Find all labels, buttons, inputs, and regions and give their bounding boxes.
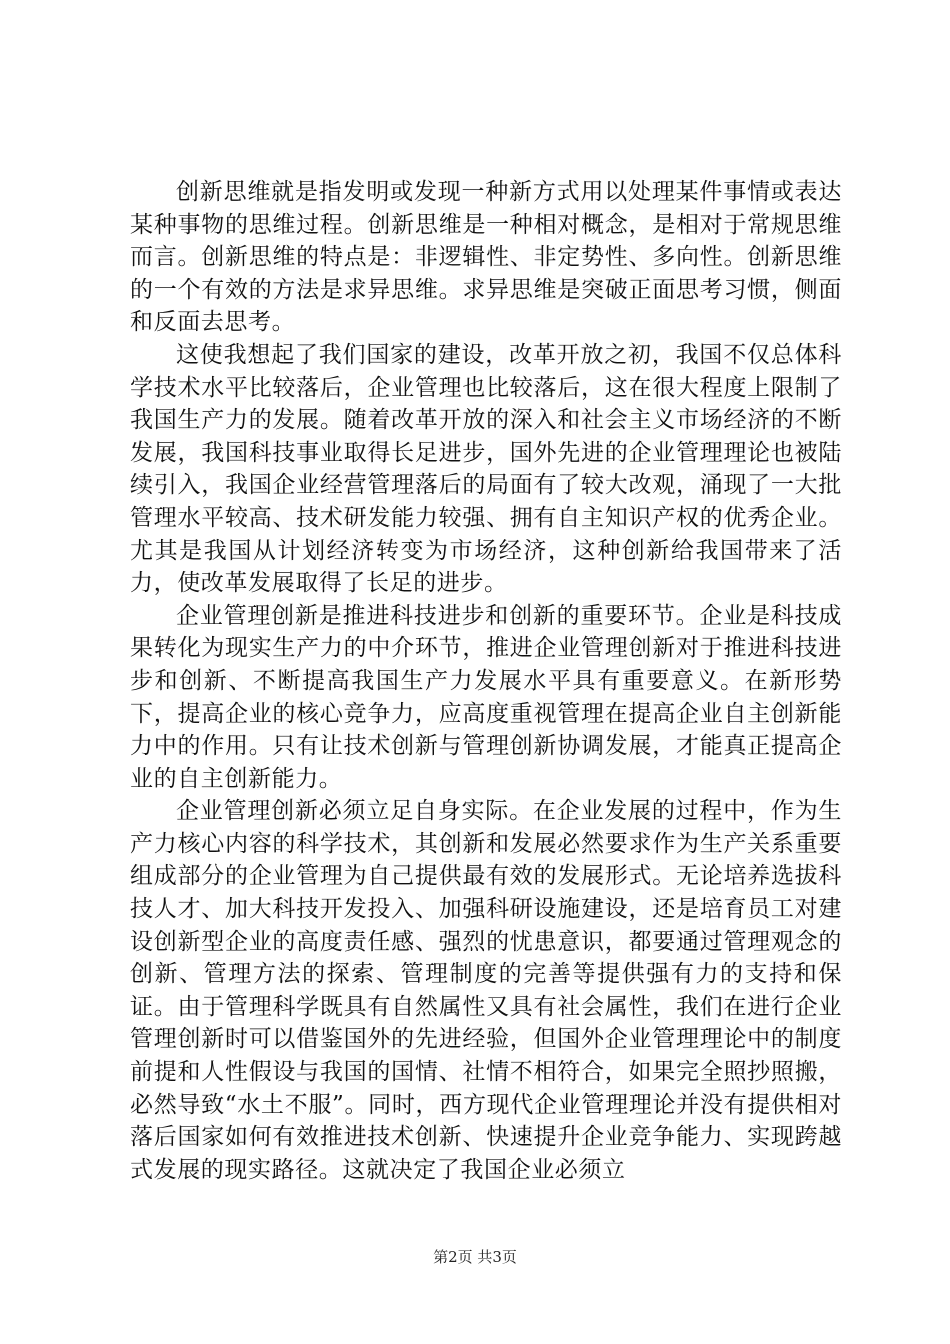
paragraph: 企业管理创新是推进科技进步和创新的重要环节。企业是科技成果转化为现实生产力的中介环节，推进企业管理创新对于推进科技进步和创新、不断提高我国生产力发展水平具有重要意义。在新形势下，提高企业的核心竞争力，应高度重视管理在提高企业自主创新能力中的作用。只有让技术创新与管理创新协调发展，才能真正提高企业的自主创新能力。	[130, 602, 842, 792]
paragraph: 企业管理创新必须立足自身实际。在企业发展的过程中，作为生产力核心内容的科学技术，其创新和发展必然要求作为生产关系重要组成部分的企业管理为自己提供最有效的发展形式。无论培养选拔科技人才、加大科技开发投入、加强科研设施建设，还是培育员工对建设创新型企业的高度责任感、强烈的忧患意识，都要通过管理观念的创新、管理方法的探索、管理制度的完善等提供强有力的支持和保证。由于管理科学既具有自然属性又具有社会属性，我们在进行企业管理创新时可以借鉴国外的先进经验，但国外企业管理理论中的制度前提和人性假设与我国的国情、社情不相符合，如果完全照抄照搬，必然导致“水土不服”。同时，西方现代企业管理理论并没有提供相对落后国家如何有效推进技术创新、快速提升企业竞争能力、实现跨越式发展的现实路径。这就决定了我国企业必须立	[130, 798, 842, 1183]
paragraph: 这使我想起了我们国家的建设，改革开放之初，我国不仅总体科学技术水平比较落后，企业管理也比较落后，这在很大程度上限制了我国生产力的发展。随着改革开放的深入和社会主义市场经济的不断发展，我国科技事业取得长足进步，国外先进的企业管理理论也被陆续引入，我国企业经营管理落后的局面有了较大改观，涌现了一大批管理水平较高、技术研发能力较强、拥有自主知识产权的优秀企业。尤其是我国从计划经济转变为市场经济，这种创新给我国带来了活力，使改革发展取得了长足的进步。	[130, 341, 842, 597]
page-number-footer: 第2页 共3页	[433, 1248, 517, 1266]
body-text	[130, 176, 842, 1186]
paragraph: 创新思维就是指发明或发现一种新方式用以处理某件事情或表达某种事物的思维过程。创新思维是一种相对概念，是相对于常规思维而言。创新思维的特点是：非逻辑性、非定势性、多向性。创新思维的一个有效的方法是求异思维。求异思维是突破正面思考习惯，侧面和反面去思考。	[130, 179, 842, 336]
